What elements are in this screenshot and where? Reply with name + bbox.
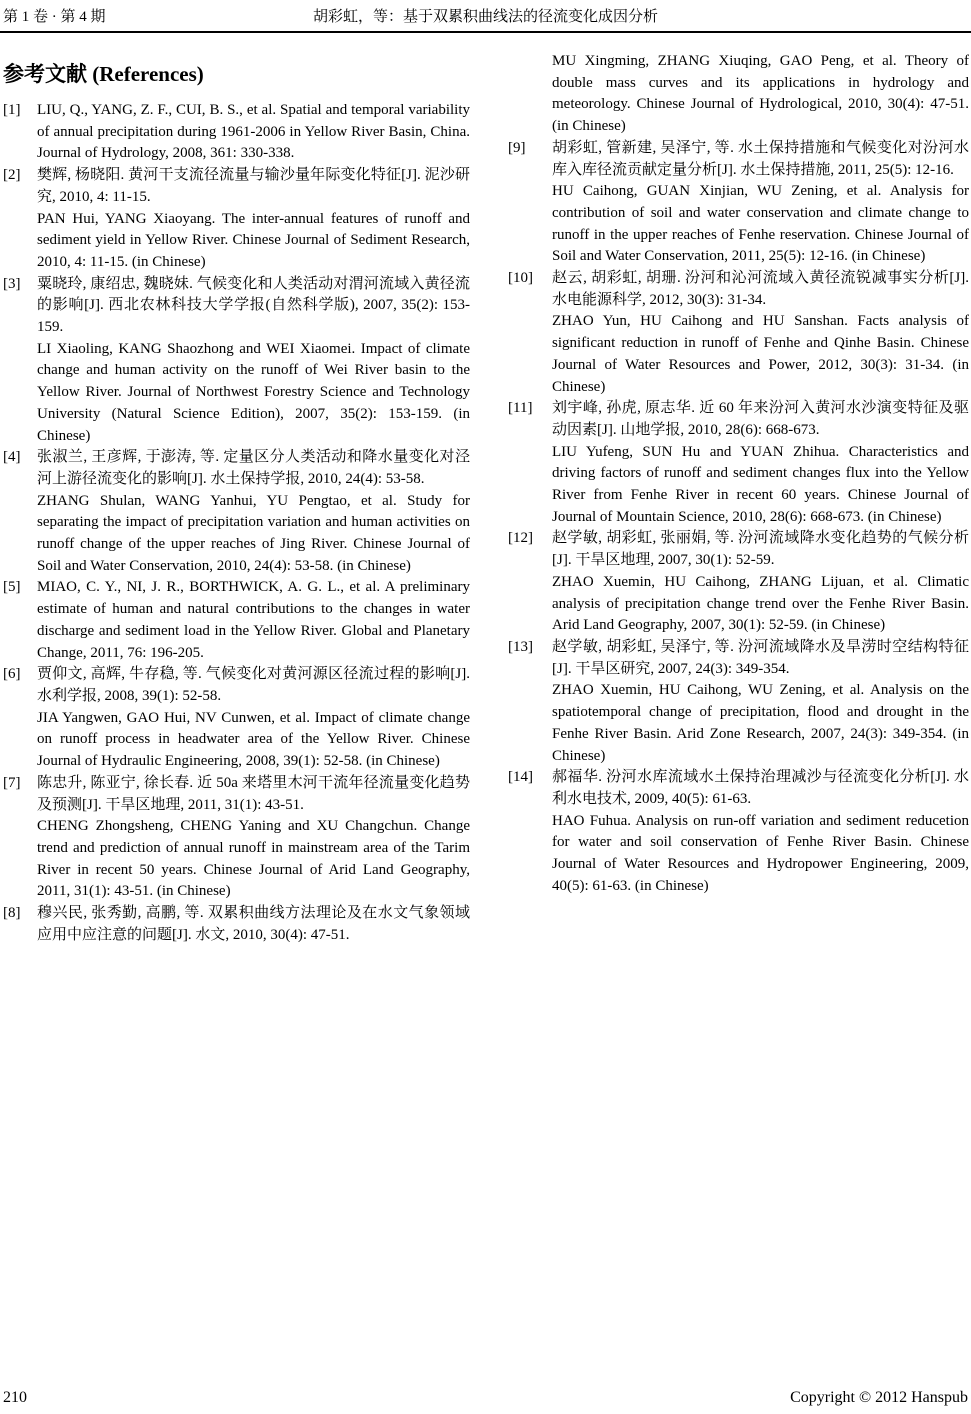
reference-number: [9] <box>508 139 526 156</box>
reference-number: [13] <box>508 638 533 655</box>
reference-item-continuation <box>508 51 969 138</box>
reference-item <box>3 165 470 274</box>
reference-text: ZHAO Xuemin, HU Caihong, ZHANG Lijuan, et al. Climatic analysis of precipitation change trend over the Fenhe River Basin. Arid Land Geography, 2007, 30(1): 52-59. (in Chinese) <box>552 573 969 634</box>
copyright-notice: Copyright © 2012 Hanspub <box>790 1389 968 1406</box>
page-number: 210 <box>3 1389 27 1406</box>
reference-item <box>3 773 470 903</box>
reference-item <box>3 903 470 946</box>
reference-item <box>508 528 969 637</box>
reference-text: ZHAO Xuemin, HU Caihong, WU Zening, et al. Analysis on the spatiotemporal change of precipitation, flood and drought in the Fenhe River Basin. Arid Zone Research, 2007, 24(3): 349-354. (in Chinese) <box>552 682 969 764</box>
reference-text: 贾仰文, 高辉, 牛存稳, 等. 气候变化对黄河源区径流过程的影响[J]. 水利学报, 2008, 39(1): 52-58. <box>37 666 470 704</box>
reference-item <box>508 637 969 767</box>
reference-text: ZHAO Yun, HU Caihong and HU Sanshan. Facts analysis of significant reduction in runoff of Fenhe and Qinhe Basin. Chinese Journal of Water Resources and Power, 2012, 30(3): 31-34. (in Chinese) <box>552 313 969 395</box>
reference-item <box>3 664 470 773</box>
reference-text: PAN Hui, YANG Xiaoyang. The inter-annual features of runoff and sediment yield in Yellow River. Chinese Journal of Sediment Research, 2010, 4: 11-15. (in Chinese) <box>37 210 470 270</box>
reference-item <box>3 447 470 577</box>
reference-text: MU Xingming, ZHANG Xiuqing, GAO Peng, et al. Theory of double mass curves and its applications in hydrology and meteorology. Chinese Journal of Hydrological, 2010, 30(4): 47-51. (in Chinese) <box>552 53 969 135</box>
reference-number: [7] <box>3 774 21 791</box>
reference-number: [1] <box>3 102 21 118</box>
reference-text: 张淑兰, 王彦辉, 于澎涛, 等. 定量区分人类活动和降水量变化对泾河上游径流变化的影响[J]. 水土保持学报, 2010, 24(4): 53-58. <box>37 449 470 487</box>
header-volume-issue: 第 1 卷 · 第 4 期 <box>3 9 106 25</box>
reference-text: 穆兴民, 张秀勤, 高鹏, 等. 双累积曲线方法理论及在水文气象领域应用中应注意的问题[J]. 水文, 2010, 30(4): 47-51. <box>37 905 470 943</box>
reference-text: 赵学敏, 胡彩虹, 吴泽宁, 等. 汾河流域降水及旱涝时空结构特征[J]. 干旱区研究, 2007, 24(3): 349-354. <box>552 638 969 677</box>
header-running-title: 胡彩虹，等：基于双累积曲线法的径流变化成因分析 <box>312 9 658 25</box>
reference-item <box>508 398 969 528</box>
reference-text: 赵学敏, 胡彩虹, 张丽娟, 等. 汾河流域降水变化趋势的气候分析[J]. 干旱区地理, 2007, 30(1): 52-59. <box>552 530 969 569</box>
reference-number: [10] <box>508 270 533 287</box>
reference-number: [3] <box>3 275 21 292</box>
reference-text: JIA Yangwen, GAO Hui, NV Cunwen, et al. Impact of climate change on runoff process in headwater area of the Yellow River. Chinese Journal of Hydraulic Engineering, 2008, 39(1): 52-58. (in Chinese) <box>37 709 470 770</box>
reference-text: 刘宇峰, 孙虎, 原志华. 近 60 年来汾河入黄河水沙演变特征及驱动因素[J]. 山地学报, 2010, 28(6): 668-673. <box>552 400 969 438</box>
reference-number: [14] <box>508 769 533 786</box>
reference-item <box>3 577 470 664</box>
reference-number: [12] <box>508 530 533 547</box>
page-header <box>0 7 971 27</box>
reference-text: HU Caihong, GUAN Xinjian, WU Zening, et al. Analysis for contribution of soil and water conservation and climate change to runoff in the upper reaches of Fenhe reservation. Chinese Journal of Soil and Water Conservation, 2011, 25(5): 12-16. (in Chinese) <box>552 183 969 265</box>
header-rule <box>0 31 971 33</box>
references-column-left <box>3 100 470 946</box>
reference-number: [2] <box>3 167 21 184</box>
reference-number: [8] <box>3 905 21 922</box>
reference-item <box>508 138 969 268</box>
reference-text: 陈忠升, 陈亚宁, 徐长春. 近 50a 来塔里木河干流年径流量变化趋势及预测[J]. 干旱区地理, 2011, 31(1): 43-51. <box>37 774 470 813</box>
page-footer <box>3 1387 968 1408</box>
reference-text: ZHANG Shulan, WANG Yanhui, YU Pengtao, et al. Study for separating the impact of precipitation variation and human activities on runoff change of the upper reaches of Jing River. Chinese Journal of Soil and Water Conservation, 2010, 24(4): 53-58. (in Chinese) <box>37 492 470 574</box>
reference-item <box>3 100 470 165</box>
reference-text: LIU, Q., YANG, Z. F., CUI, B. S., et al. Spatial and temporal variability of annual precipitation during 1961-2006 in Yellow River Basin, China. Journal of Hydrology, 2008, 361: 330-338. <box>37 102 470 162</box>
references-column-right <box>508 51 969 897</box>
reference-number: [4] <box>3 449 21 466</box>
reference-item <box>3 274 470 448</box>
reference-text: 胡彩虹, 管新建, 吴泽宁, 等. 水土保持措施和气候变化对汾河水库入库径流贡献定量分析[J]. 水土保持措施, 2011, 25(5): 12-16. <box>552 139 969 178</box>
reference-text: HAO Fuhua. Analysis on run-off variation and sediment reducetion for water and soil conservation of Fenhe River Basin. Chinese Journal of Water Resources and Hydropower Engineering, 2009, 40(5): 61-63. (in Chinese) <box>552 812 969 894</box>
reference-text: 樊辉, 杨晓阳. 黄河干支流径流量与输沙量年际变化特征[J]. 泥沙研究, 2010, 4: 11-15. <box>37 167 470 205</box>
reference-item <box>508 268 969 398</box>
reference-text: 赵云, 胡彩虹, 胡珊. 汾河和沁河流域入黄径流锐减事实分析[J]. 水电能源科学, 2012, 30(3): 31-34. <box>552 270 969 308</box>
reference-text: 郝福华. 汾河水库流域水土保持治理减沙与径流变化分析[J]. 水利水电技术, 2009, 40(5): 61-63. <box>552 769 969 807</box>
reference-text: LI Xiaoling, KANG Shaozhong and WEI Xiaomei. Impact of climate change and human activity on the runoff of Wei River basin to the Yellow River. Journal of Northwest Forestry Science and Technology University (Natural Science Edition), 2007, 35(2): 153-159. (in Chinese) <box>37 340 470 444</box>
reference-text: 粟晓玲, 康绍忠, 魏晓妹. 气候变化和人类活动对渭河流域入黄径流的影响[J]. 西北农林科技大学学报(自然科学版), 2007, 35(2): 153-159. <box>37 275 470 336</box>
reference-text: LIU Yufeng, SUN Hu and YUAN Zhihua. Characteristics and driving factors of runoff and sediment changes flux into the Yellow River from Fenhe River in recent 60 years. Chinese Journal of Journal of Mountain Science, 2010, 28(6): 668-673. (in Chinese) <box>552 443 969 525</box>
reference-text: MIAO, C. Y., NI, J. R., BORTHWICK, A. G. L., et al. A preliminary estimate of human and natural contributions to the changes in water discharge and sediment load in the Yellow River. Global and Planetary Change, 2011, 76: 196-205. <box>37 579 470 661</box>
reference-number: [11] <box>508 400 533 417</box>
reference-item <box>508 767 969 897</box>
reference-number: [5] <box>3 579 21 596</box>
references-section-title: 参考文献 (References) <box>3 62 204 86</box>
reference-text: CHENG Zhongsheng, CHENG Yaning and XU Changchun. Change trend and prediction of annual runoff in mainstream area of the Tarim River in recent 50 years. Chinese Journal of Arid Land Geography, 2011, 31(1): 43-51. (in Chinese) <box>37 818 470 900</box>
reference-number: [6] <box>3 666 21 683</box>
